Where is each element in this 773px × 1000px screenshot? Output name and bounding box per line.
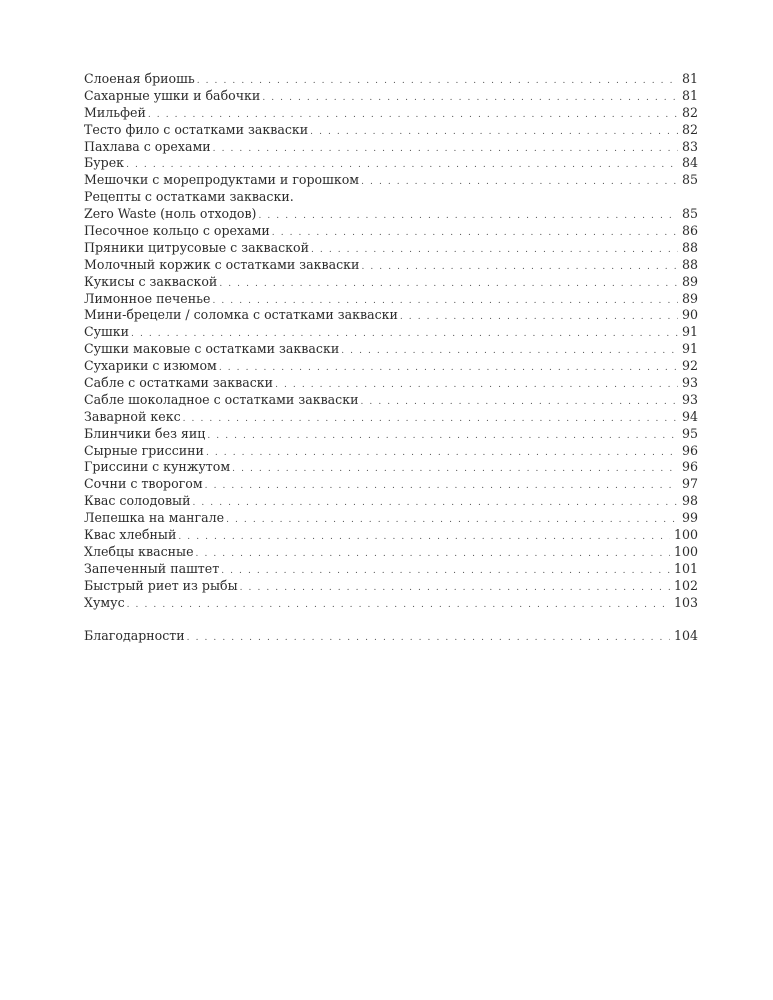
dot-leader (240, 580, 670, 597)
toc-entry-acknowledgements[interactable] (84, 628, 698, 645)
dot-leader (219, 276, 678, 293)
toc-entry-title: Сухарики с изюмом (84, 358, 217, 374)
toc-page-number: 97 (681, 476, 698, 492)
toc-entry[interactable] (84, 426, 698, 443)
toc-entry-title: Сушки (84, 324, 130, 340)
dot-leader (183, 411, 678, 428)
toc-entry[interactable] (84, 307, 698, 324)
dot-leader (196, 546, 670, 563)
toc-entry[interactable] (84, 223, 698, 240)
toc-entry-title: Мини-брецели / соломка с остатками закваски (84, 307, 398, 323)
toc-page-number: 96 (681, 459, 698, 475)
toc-entry-title: Сырные гриссини (84, 442, 204, 458)
toc-page-number: 93 (681, 375, 698, 391)
toc-entry-title: Песочное кольцо с орехами (84, 223, 270, 239)
toc-page-number: 90 (681, 307, 698, 323)
toc-entry-title: Быстрый риет из рыбы (84, 577, 238, 593)
toc-page-number: 103 (673, 594, 698, 610)
toc-entry[interactable] (84, 291, 698, 308)
toc-entry[interactable] (84, 189, 698, 206)
toc-entry-title: Пряники цитрусовые с закваской (84, 239, 309, 255)
toc-entry[interactable] (84, 510, 698, 527)
toc-page-number: 82 (681, 104, 698, 120)
dot-leader (272, 225, 678, 242)
dot-leader (197, 73, 678, 90)
toc-entry[interactable] (84, 358, 698, 375)
toc-entry-title: Zero Waste (ноль отходов) (84, 206, 257, 222)
toc-entry[interactable] (84, 341, 698, 358)
toc-entry-title: Слоеная бриошь (84, 71, 195, 86)
toc-section-gap (84, 612, 698, 628)
toc-page-number: 85 (681, 172, 698, 188)
toc-entry-title: Мешочки с морепродуктами и горошком (84, 172, 360, 188)
toc-entry-title: Гриссини с кунжутом (84, 459, 231, 475)
toc-entry-title: Сахарные ушки и бабочки (84, 87, 261, 103)
toc-entry[interactable] (84, 544, 698, 561)
table-of-contents (84, 71, 698, 644)
dot-leader (219, 360, 678, 377)
toc-entry-title: Сабле с остатками закваски (84, 375, 274, 391)
toc-page-number: 102 (673, 577, 698, 593)
toc-entry-title: Молочный коржик с остатками закваски (84, 256, 360, 272)
toc-page-number: 94 (681, 408, 698, 424)
toc-page-number: 96 (681, 442, 698, 458)
dot-leader (127, 597, 670, 614)
toc-page-number: 82 (681, 121, 698, 137)
toc-entry-title: Кукисы с закваской (84, 273, 218, 289)
toc-page-number: 104 (673, 627, 698, 643)
toc-entry[interactable] (84, 324, 698, 341)
toc-entry-title: Хлебцы квасные (84, 543, 194, 559)
toc-entry[interactable] (84, 105, 698, 122)
toc-entry[interactable] (84, 172, 698, 189)
toc-page-number: 84 (681, 155, 698, 171)
toc-entry[interactable] (84, 392, 698, 409)
toc-page-number: 91 (681, 341, 698, 357)
toc-entry-title: Лимонное печенье (84, 290, 211, 306)
toc-entry-list (84, 71, 698, 612)
toc-entry[interactable] (84, 443, 698, 460)
toc-entry-title: Хумус (84, 594, 125, 610)
toc-page-number: 95 (681, 425, 698, 441)
toc-entry[interactable] (84, 493, 698, 510)
toc-page-number: 89 (681, 290, 698, 306)
toc-entry[interactable] (84, 122, 698, 139)
toc-page-number: 85 (681, 206, 698, 222)
toc-entry[interactable] (84, 409, 698, 426)
toc-entry[interactable] (84, 139, 698, 156)
toc-entry[interactable] (84, 375, 698, 392)
dot-leader (213, 141, 678, 158)
toc-page-number: 93 (681, 391, 698, 407)
toc-entry-title: Сочни с творогом (84, 476, 203, 492)
dot-leader (310, 124, 678, 141)
dot-leader (192, 495, 678, 512)
dot-leader (232, 461, 678, 478)
dot-leader (341, 343, 678, 360)
dot-leader (361, 259, 678, 276)
toc-entry[interactable] (84, 578, 698, 595)
toc-entry[interactable] (84, 476, 698, 493)
toc-entry[interactable] (84, 155, 698, 172)
toc-entry-title: Пахлава с орехами (84, 138, 211, 154)
toc-entry[interactable] (84, 240, 698, 257)
toc-page-number: 99 (681, 510, 698, 526)
toc-page-number: 83 (681, 138, 698, 154)
toc-page-number: 101 (673, 560, 698, 576)
dot-leader (205, 478, 678, 495)
dot-leader (207, 428, 678, 445)
toc-entry[interactable] (84, 527, 698, 544)
toc-entry-title: Мильфей (84, 104, 146, 120)
dot-leader (361, 174, 678, 191)
toc-page-number: 100 (673, 527, 698, 543)
toc-entry-title: Благодарности (84, 627, 185, 643)
dot-leader (262, 90, 678, 107)
toc-entry[interactable] (84, 274, 698, 291)
toc-entry-title: Сушки маковые с остатками закваски (84, 341, 340, 357)
toc-entry-title: Лепешка на мангале (84, 510, 225, 526)
dot-leader (221, 563, 670, 580)
toc-entry-title: Квас солодовый (84, 493, 191, 509)
toc-entry-title: Запеченный паштет (84, 560, 220, 576)
toc-entry[interactable] (84, 88, 698, 105)
toc-page-number: 86 (681, 223, 698, 239)
toc-entry-title: Квас хлебный (84, 527, 177, 543)
dot-leader (206, 445, 678, 462)
dot-leader (400, 309, 678, 326)
toc-entry[interactable] (84, 206, 698, 223)
dot-leader (187, 630, 670, 647)
toc-entry-title: Тесто фило с остатками закваски (84, 121, 309, 137)
toc-page-number: 100 (673, 543, 698, 559)
dot-leader (361, 394, 678, 411)
toc-entry-title: Сабле шоколадное с остатками закваски (84, 391, 359, 407)
toc-page-number: 81 (681, 71, 698, 86)
toc-entry-title: Заварной кекс (84, 408, 181, 424)
toc-entry[interactable] (84, 595, 698, 612)
toc-entry-title: Рецепты с остатками закваски. (84, 189, 294, 205)
toc-page-number: 88 (681, 239, 698, 255)
toc-entry[interactable] (84, 257, 698, 274)
dot-leader (178, 529, 670, 546)
toc-page-number: 92 (681, 358, 698, 374)
toc-page-number: 89 (681, 273, 698, 289)
toc-entry-title: Бурек (84, 155, 125, 171)
toc-entry[interactable] (84, 71, 698, 88)
toc-page-number: 98 (681, 493, 698, 509)
dot-leader (226, 512, 678, 529)
toc-entry[interactable] (84, 561, 698, 578)
toc-page-number: 91 (681, 324, 698, 340)
dot-leader (258, 208, 678, 225)
toc-page-number: 81 (681, 87, 698, 103)
dot-leader (311, 242, 678, 259)
toc-entry-title: Блинчики без яиц (84, 425, 206, 441)
toc-entry[interactable] (84, 459, 698, 476)
toc-page-number: 88 (681, 256, 698, 272)
